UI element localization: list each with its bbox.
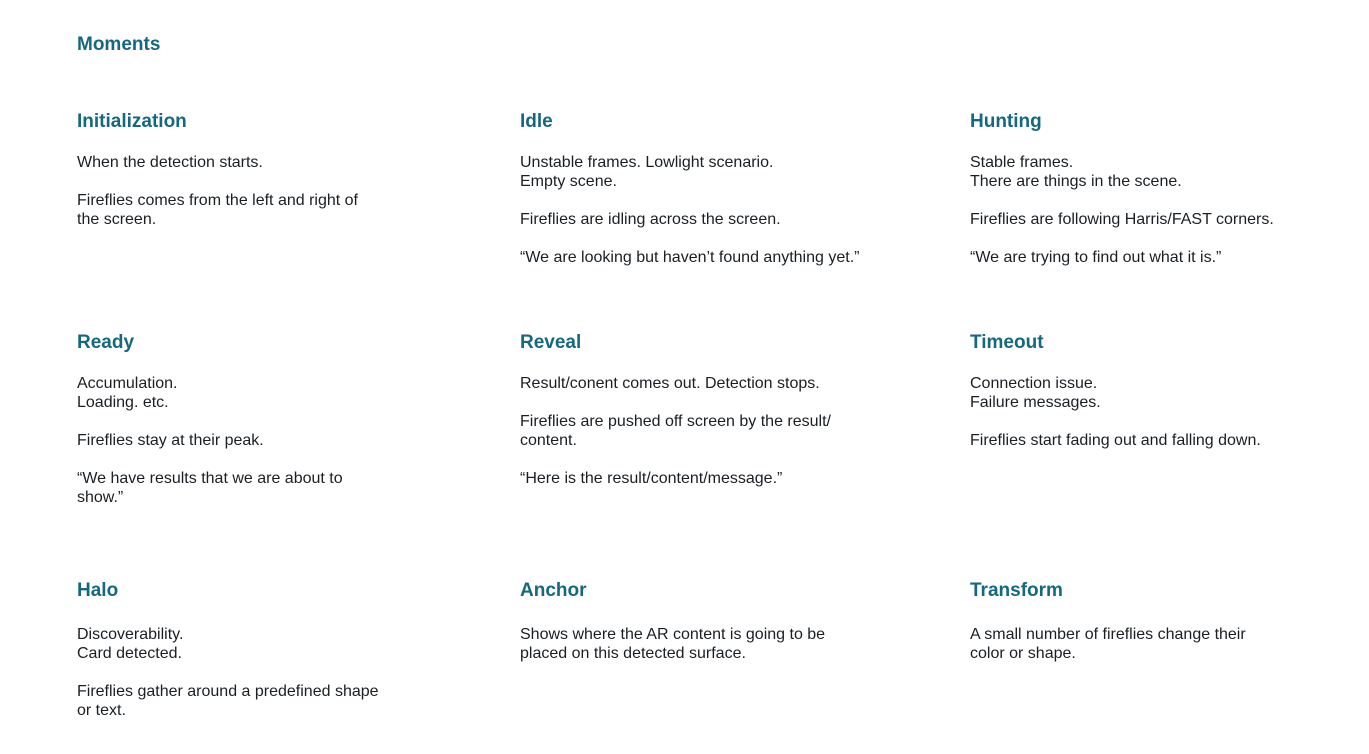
moment-card-transform: [970, 579, 1330, 663]
moment-paragraph: When the detection starts.: [77, 154, 263, 171]
moment-paragraph: Unstable frames. Lowlight scenario. Empty scene.: [520, 154, 774, 190]
moment-quote: “We have results that we are about to show.”: [77, 470, 343, 506]
moment-paragraph: Discoverability. Card detected.: [77, 626, 184, 662]
moment-paragraph: Shows where the AR content is going to be placed on this detected surface.: [520, 626, 826, 662]
moment-description: [520, 153, 900, 267]
moment-card-anchor: [520, 579, 900, 663]
moment-paragraph: Fireflies are following Harris/FAST corners.: [970, 211, 1274, 228]
moment-title: Timeout: [970, 332, 1044, 353]
moment-paragraph: Fireflies start fading out and falling down.: [970, 432, 1261, 449]
moment-description: [77, 153, 407, 229]
moment-paragraph: Accumulation. Loading. etc.: [77, 375, 178, 411]
moment-card-timeout: [970, 331, 1330, 450]
page-title: Moments: [77, 34, 161, 55]
moment-paragraph: Stable frames. There are things in the scene.: [970, 154, 1182, 190]
moment-description: [520, 374, 900, 488]
moment-description: [970, 153, 1330, 267]
moment-description: [77, 625, 407, 720]
moment-paragraph: Fireflies stay at their peak.: [77, 432, 264, 449]
moment-paragraph: Fireflies are idling across the screen.: [520, 211, 781, 228]
moment-title: Reveal: [520, 332, 582, 353]
moment-quote: “We are trying to find out what it is.”: [970, 249, 1222, 266]
moment-paragraph: A small number of fireflies change their color or shape.: [970, 626, 1246, 662]
moment-title: Transform: [970, 580, 1063, 601]
moment-quote: “Here is the result/content/message.”: [520, 470, 783, 487]
moment-paragraph: Fireflies comes from the left and right of the screen.: [77, 192, 358, 228]
moment-title: Hunting: [970, 111, 1042, 132]
moment-paragraph: Fireflies gather around a predefined shape or text.: [77, 683, 379, 719]
moment-card-ready: [77, 331, 407, 507]
moment-paragraph: Fireflies are pushed off screen by the result/ content.: [520, 413, 831, 449]
moment-title: Idle: [520, 111, 553, 132]
moment-card-initialization: [77, 110, 407, 229]
moment-paragraph: Result/conent comes out. Detection stops.: [520, 375, 820, 392]
moment-description: [520, 625, 900, 663]
moment-card-reveal: [520, 331, 900, 488]
moment-title: Halo: [77, 580, 119, 601]
moment-title: Ready: [77, 332, 135, 353]
moment-title: Anchor: [520, 580, 587, 601]
moment-card-idle: [520, 110, 900, 267]
moment-description: [970, 374, 1330, 450]
moment-title: Initialization: [77, 111, 187, 132]
moment-quote: “We are looking but haven’t found anything yet.”: [520, 249, 860, 266]
moment-paragraph: Connection issue. Failure messages.: [970, 375, 1101, 411]
moment-card-hunting: [970, 110, 1330, 267]
moment-card-halo: [77, 579, 407, 720]
moment-description: [77, 374, 407, 507]
moment-description: [970, 625, 1330, 663]
